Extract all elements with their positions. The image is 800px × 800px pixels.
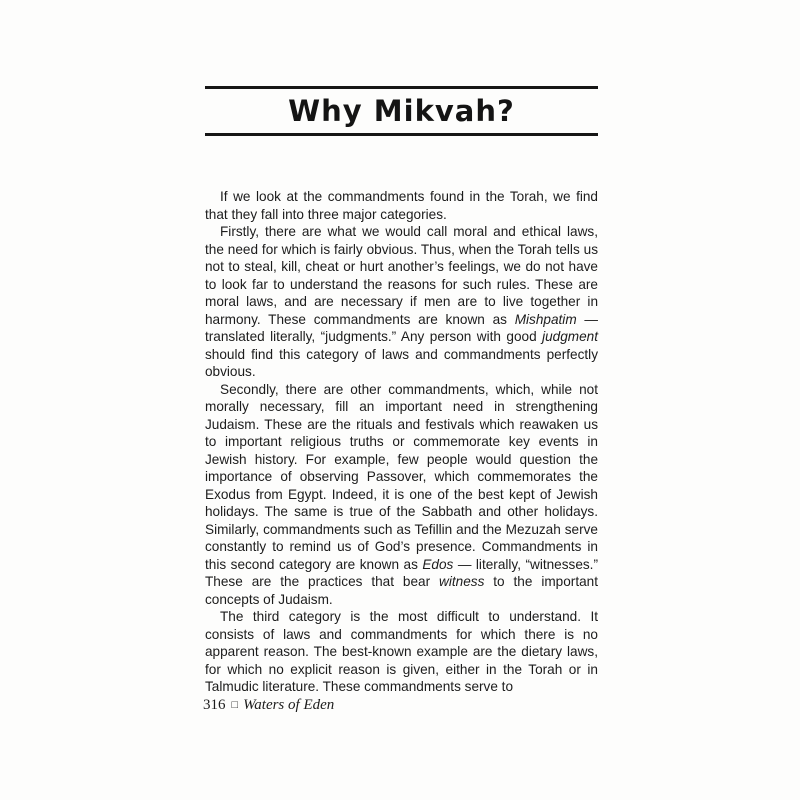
title-rule-bottom [205,133,598,136]
italic-text-run: Mishpatim [514,311,577,327]
text-run: should find this category of laws and commandments perfectly obvious. [205,346,598,379]
chapter-title: Why Mikvah? [288,94,515,128]
paragraph [205,188,598,223]
italic-text-run: judgment [542,329,598,344]
book-title: Waters of Eden [243,697,335,713]
page-footer [203,697,334,714]
paragraph [205,608,598,696]
text-run: to the important concepts of Judaism. [205,574,598,607]
paragraph [205,381,598,609]
text-run: Firstly, there are what we would call moral and ethical laws, the need for which is fairly obvious. Thus, when the Torah tells us not to steal, kill, cheat or hurt another’s feelings, we do not have to look far to understand the reasons for such rules. These are moral laws, and are necessary if men are to live together in harmony. These commandments are known as [205,224,598,327]
italic-text-run: witness [439,574,485,589]
square-icon: □ [231,699,239,711]
text-run: — literally, “witnesses.” These are the practices that bear [205,556,598,589]
body-text [205,188,598,696]
text-run: If we look at the commandments found in the Torah, we find that they fall into three major categories. [205,189,598,222]
text-run: The third category is the most difficult to understand. It consists of laws and commandments for which there is no apparent reason. The best-known example are the dietary laws, for which no explicit reason is given, either in the Torah or in Talmudic literature. These commandments serve to [205,609,598,694]
page-content-column [205,86,598,696]
chapter-title-block [205,86,598,136]
italic-text-run: Edos [422,556,454,572]
paragraph [205,223,598,381]
text-run: — translated literally, “judgments.” Any person with good [205,311,599,344]
text-run: Secondly, there are other commandments, which, while not morally necessary, fill an important need in strengthening Judaism. These are the rituals and festivals which reawaken us to important religious truths or commemorate key events in Jewish history. For example, few people would question the importance of observing Passover, which commemorates the Exodus from Egypt. Indeed, it is one of the best kept of Jewish holidays. The same is true of the Sabbath and other holidays. Similarly, commandments such as Tefillin and the Mezuzah serve constantly to remind us of God’s presence. Commandments in this second category are known as [205,381,598,572]
page-number: 316 [203,697,226,713]
